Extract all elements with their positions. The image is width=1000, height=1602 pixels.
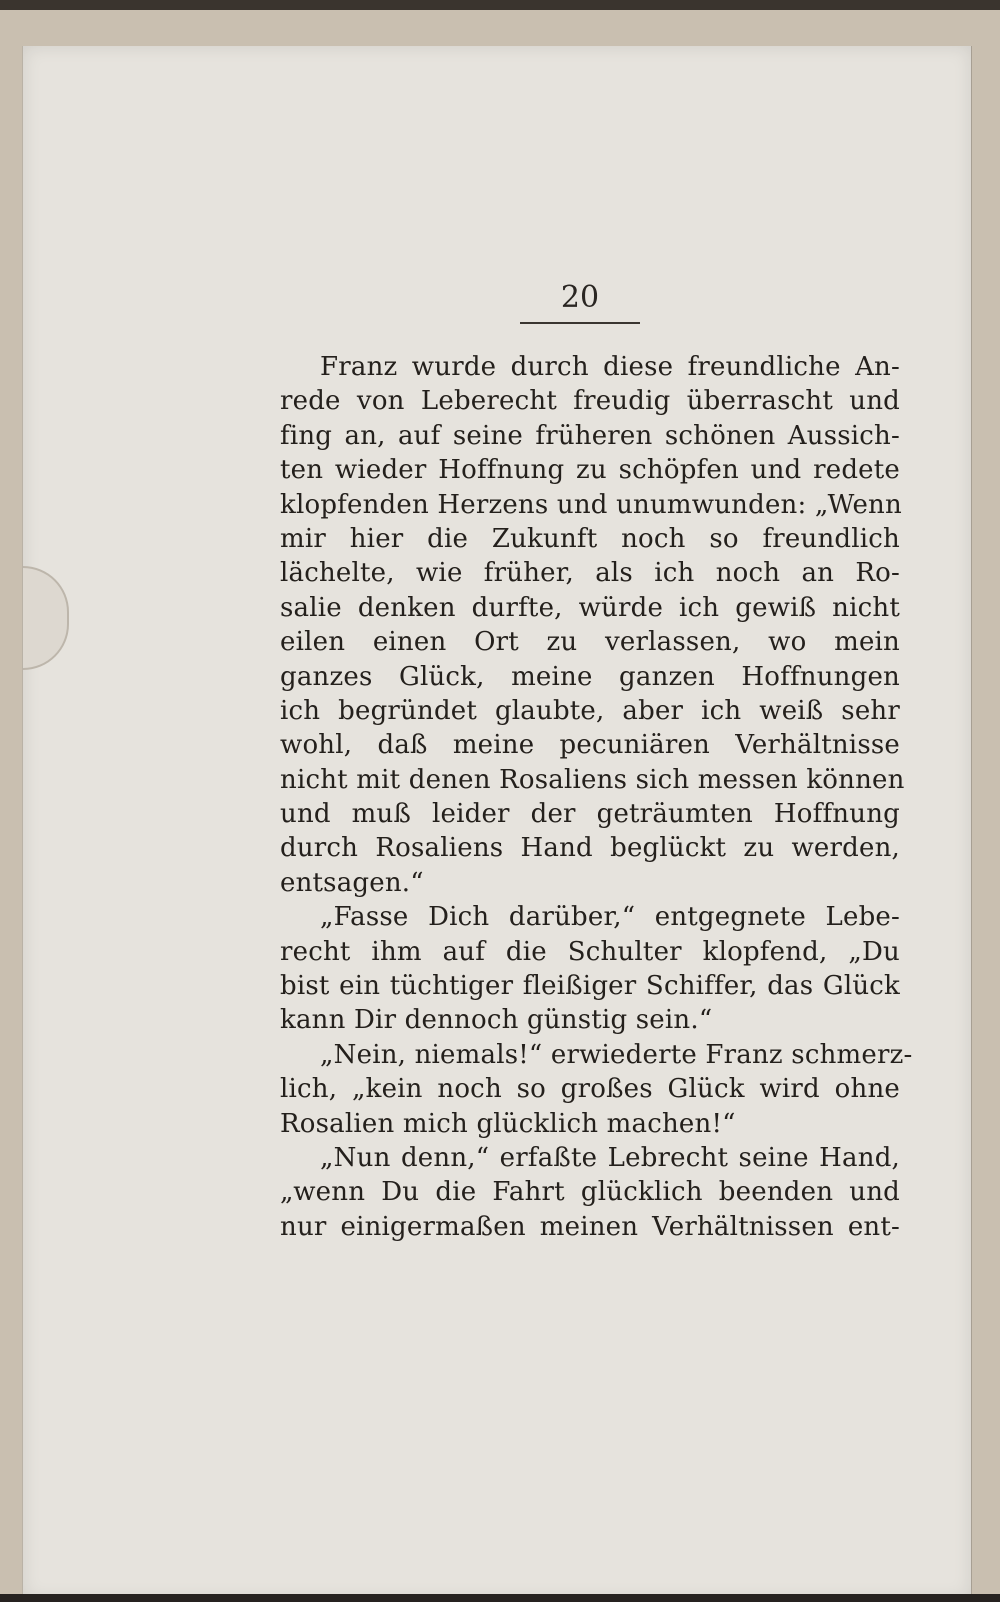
body-text [280,350,913,1244]
text-line: durch Rosaliens Hand beglückt zu werden, [280,833,900,864]
text-line: Rosalien mich glücklich machen!“ [280,1108,736,1139]
text-line: lich, „kein noch so großes Glück wird ohne [280,1074,900,1105]
text-line: „Fasse Dich darüber,“ entgegnete Lebe- [320,902,900,933]
text-line: recht ihm auf die Schulter klopfend, „Du [280,936,900,967]
text-line: Franz wurde durch diese freundliche An- [320,352,900,382]
text-line: ich begründet glaubte, aber ich weiß sehr [280,695,900,726]
text-line: „wenn Du die Fahrt glücklich beenden und [280,1177,900,1208]
text-line: und muß leider der geträumten Hoffnung [280,799,900,830]
text-line: mir hier die Zukunft noch so freundlich [280,523,900,554]
text-line: lächelte, wie früher, als ich noch an Ro- [280,558,900,589]
text-line: ganzes Glück, meine ganzen Hoffnungen [280,661,900,692]
page-number: 20 [560,280,600,315]
text-line: fing an, auf seine früheren schönen Aussich- [280,420,900,451]
scan-bottom-edge [0,1594,1000,1602]
text-line: bist ein tüchtiger fleißiger Schiffer, das Glück [280,971,900,1002]
text-line: „Nun denn,“ erfaßte Lebrecht seine Hand, [320,1142,900,1173]
text-line: wohl, daß meine pecuniären Verhältnisse [280,730,900,761]
text-line: eilen einen Ort zu verlassen, wo mein [280,627,900,658]
text-line: entsagen.“ [280,867,424,898]
text-line: ten wieder Hoffnung zu schöpfen und redete [280,455,900,486]
page-edge-tab [23,566,69,670]
text-line: klopfenden Herzens und unumwunden: „Wenn [280,489,902,520]
text-line: salie denken durfte, würde ich gewiß nicht [280,592,900,623]
text-line: „Nein, niemals!“ erwiederte Franz schmerz- [320,1039,913,1070]
text-line: nicht mit denen Rosaliens sich messen können [280,764,905,795]
page-number-rule [520,322,640,324]
text-line: nur einigermaßen meinen Verhältnissen ent- [280,1211,900,1242]
text-line: rede von Leberecht freudig überrascht und [280,386,900,417]
text-line: kann Dir dennoch günstig sein.“ [280,1005,713,1036]
